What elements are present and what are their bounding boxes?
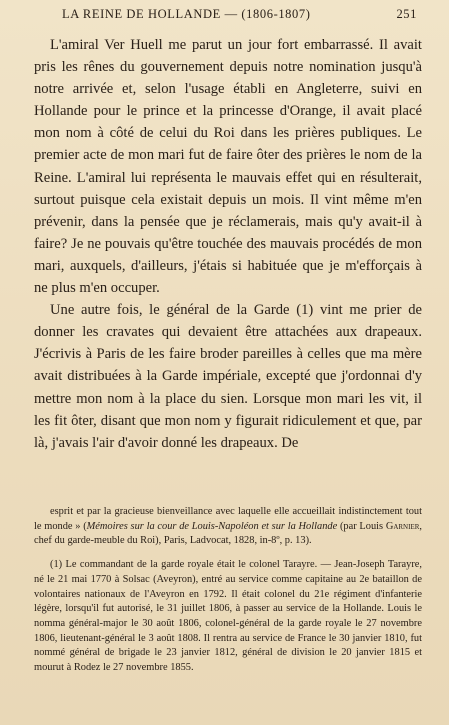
footnote-book-title: Mémoires sur la cour de Louis-Napoléon et sur la Hollande xyxy=(86,520,338,532)
running-head xyxy=(0,6,449,24)
main-text xyxy=(34,34,422,454)
footnotes xyxy=(34,505,422,676)
footnote-text: esprit et par la gracieuse bienveillance avec laquelle elle accueillait indistinctement tout le monde » ( xyxy=(34,506,422,532)
footnote-text: , chef du garde-meuble du Roi), Paris, Ladvocat, 1828, in-8º, p. 13). xyxy=(34,520,422,547)
footnote-continuation xyxy=(34,505,422,549)
footnote-spacer xyxy=(34,549,422,558)
page-number: 251 xyxy=(396,7,417,21)
body-paragraph: Une autre fois, le général de la Garde (1) vint me prier de donner les cravates qui devaient être attachées aux drapeaux. J'écrivis à Paris de les faire broder pareilles à celles que ma mère avait distribuées à la Garde impériale, excepté que j'ordonnai d'y mettre mon nom à la place du sien. Lorsque mon mari les vit, il les fit ôter, disant que mon nom y figurait ridiculement et que, par là, j'avais l'air d'avoir donné les drapeaux. De xyxy=(34,302,422,451)
running-title: LA REINE DE HOLLANDE — (1806-1807) xyxy=(62,7,311,21)
body-paragraph: L'amiral Ver Huell me parut un jour fort embarrassé. Il avait pris les rênes du gouvernement depuis notre nomination jusqu'à notre arrivée et, selon l'usage établi en Angleterre, suivi en Hollande pour le prince et la princesse d'Orange, il avait placé mon nom à côté de celui du Roi dans les prières publiques. Le premier acte de mon mari fut de faire ôter des prières le nom de la Reine. L'amiral lui représenta le mauvais effet qui en résulterait, surtout puisque cela existait depuis un mois. Il vint même m'en prévenir, dans la pensée que je réclamerais, mais qu'y avait-il à faire? Je ne pouvais qu'être touchée des mauvais procédés de mon mari, auxquels, d'ailleurs, j'étais si habituée que je m'efforçais à ne plus m'en occuper. xyxy=(34,37,422,297)
footnote-author: Garnier xyxy=(385,520,420,532)
footnote-text: (par Louis xyxy=(337,520,386,532)
footnote-1: (1) Le commandant de la garde royale était le colonel Tarayre. — Jean-Joseph Tarayre, né le 21 mai 1770 à Solsac (Aveyron), entré au service comme capitaine au 2e bataillon de volontaires nationaux de l'Aveyron en 1792. Il était colonel du 21e régiment d'infanterie légère, lorsqu'il fut autorisé, le 31 juillet 1806, à passer au service de la Hollande. Louis le nomma général-major le 30 août 1806, colonel-général de la garde royale le 27 novembre 1806, lieutenant-général le 3 août 1808. Il rentra au service de France le 30 janvier 1810, fut nommé général de brigade le 23 janvier 1812, général de division le 20 janvier 1815 et mourut à Rodez le 27 novembre 1855. xyxy=(34,559,422,674)
